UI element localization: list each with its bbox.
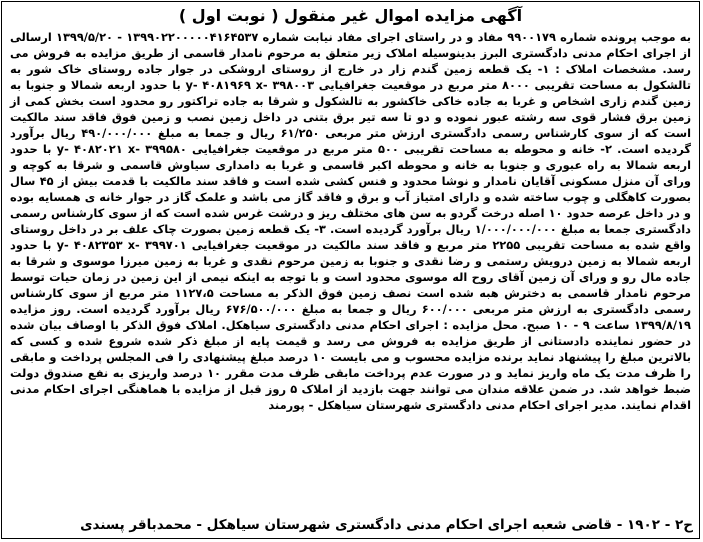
notice-body [10, 29, 691, 413]
notice-footer-signature: ح۲ - ۱۹۰۲ - قاضی شعبه اجرای احکام مدنی دادگستری شهرستان سیاهکل - محمدباقر پسندی [80, 517, 693, 533]
notice-title: آگهی مزایده اموال غیر منقول ( نوبت اول ) [178, 6, 523, 25]
notice-body-text: به موجب پرونده شماره ۹۹۰۰۱۷۹ مفاد و در راستای اجرای مفاد نیابت شماره ۱۳۹۹۰۲۲۰۰۰۰۰۴۱۶۴۵۳۷ - ۱۳۹۹/۵/۲۰ ارسالی از اجرای احکام مدنی دادگستری البرز بدینوسیله املاک زیر متعلق به مرحوم نامدار قاسمی از طریق مزایده به فروش می رسد. مشخصات املاک : ۱- یک قطعه زمین گندم زار در خارج از روستای اروشکی در جوار جاده روستای خاک شور به تالشکول به مساحت تقریبی ۸۰۰۰ متر مربع در موقعیت جغرافیایی y- ۴۰۸۱۹۶۹ x- ۳۹۸۰۰۳ با حدود اربعه شمالا و جنوبا به زمین گندم زاری اشخاص و غربا به جاده خاکی خاکشور به تالشکول و شرقا به جاده تراکتور رو محدود است بخش کمی از زمین برق فشار قوی سه رشته عبور نموده و دو تا سه تیر برق بتنی در داخل زمین نصب و زمین فوق فاقد سند مالکیت است که از سوی کارشناس رسمی دادگستری ارزش متر مربعی ۶۱/۲۵۰ ریال و جمعا به مبلغ ۴۹۰/۰۰۰/۰۰۰ ریال برآورد گردیده است. ۲- خانه و محوطه به مساحت تقریبی ۵۰۰ متر مربع در موقعیت جغرافیایی y- ۴۰۸۲۰۲۱ x- ۳۹۹۵۸۰ با حدود اربعه شمالا به راه عبوری و جنوبا به خانه و محوطه اکبر قاسمی و غربا به دامداری سیاوش قاسمی و شرقا به کوچه و ورای آن منزل مسکونی آقایان نامدار و نوشا محدود و فنس کشی شده است و فاقد سند مالکیت با قدمت بیش از ۴۵ سال بصورت کاهگلی و چوب ساخته شده و دارای امتیاز آب و برق و فاقد گاز می باشد و علمک گاز در جوار خانه ی همسایه بوده و در داخل عرصه حدود ۱۰ اصله درخت گردو به سن های مختلف ریز و درشت غرس شده است که از سوی کارشناس رسمی دادگستری جمعا به مبلغ ۱/۰۰۰/۰۰۰/۰۰۰ ریال برآورد گردیده است. ۳- یک قطعه زمین بصورت چاک علف بر در داخل روستای واقع شده به مساحت تقریبی ۲۲۵۵ متر مربع و فاقد سند مالکیت در موقعیت جغرافیایی y- ۴۰۸۲۳۵۳ x- ۳۹۹۷۰۱ با حدود اربعه شمالا به زمین درویش رستمی و رضا نقدی و جنوبا به زمین مرحوم نقدی و غربا به زمین میرزا موسوی و شرقا به جاده مال رو و ورای آن زمین آقای روح اله موسوی محدود است و با توجه به اینکه نیمی از این زمین در زمان حیات توسط مرحوم نامدار قاسمی به دخترش هبه شده است نصف زمین فوق الذکر به مساحت ۱۱۲۷،۵ متر مربع از سوی کارشناس رسمی دادگستری به ارزش متر مربعی ۶۰۰/۰۰۰ ریال و جمعا به مبلغ ۶۷۶/۵۰۰/۰۰۰ ریال برآورد گردیده است. روز مزایده ۱۳۹۹/۸/۱۹ ساعت ۹ - ۱۰ صبح. محل مزایده : اجرای احکام مدنی دادگستری سیاهکل. املاک فوق الذکر با اوصاف بیان شده در حضور نماینده دادستانی از طریق مزایده به فروش می رسد و قیمت پایه از مبلغ ذکر شده شروع شده و کسی که بالاترین مبلغ را پیشنهاد نماید برنده مزایده محسوب و می بایست ۱۰ درصد مبلغ پیشنهادی را فی المجلس پرداخت و مابقی را ظرف مدت یک ماه واریز نماید و در صورت عدم پرداخت مابقی ظرف مدت مقرر ۱۰ درصد واریزی به نفع صندوق دولت ضبط خواهد شد. در ضمن علاقه مندان می توانند جهت بازدید از املاک ۵ روز قبل از مزایده با هماهنگی اجرای احکام مدنی اقدام نمایند. مدیر اجرای احکام مدنی دادگستری شهرستان سیاهکل - پورمند [10, 30, 692, 412]
notice-frame [1, 1, 700, 539]
